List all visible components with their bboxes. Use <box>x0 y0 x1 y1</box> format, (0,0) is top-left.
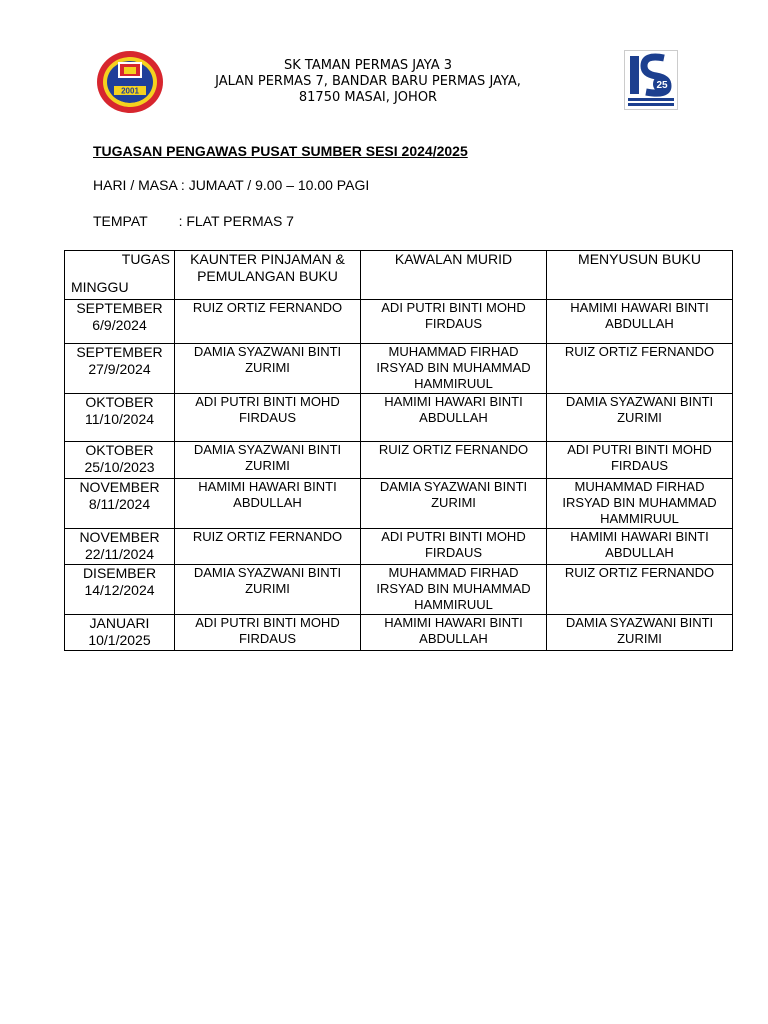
corner-header-cell <box>65 251 175 300</box>
kawalan-cell: MUHAMMAD FIRHAD IRSYAD BIN MUHAMMAD HAMMIRUUL <box>361 344 547 394</box>
table-row <box>65 615 733 651</box>
menyusun-cell: DAMIA SYAZWANI BINTI ZURIMI <box>547 394 733 442</box>
week-date: 22/11/2024 <box>84 546 155 562</box>
kaunter-cell: RUIZ ORTIZ FERNANDO <box>175 529 361 565</box>
kawalan-cell: DAMIA SYAZWANI BINTI ZURIMI <box>361 479 547 529</box>
column-header-kawalan: KAWALAN MURID <box>361 251 547 300</box>
document-header <box>0 50 768 120</box>
kawalan-cell: HAMIMI HAWARI BINTI ABDULLAH <box>361 394 547 442</box>
column-header-kaunter: KAUNTER PINJAMAN & PEMULANGAN BUKU <box>175 251 361 300</box>
menyusun-cell: HAMIMI HAWARI BINTI ABDULLAH <box>547 529 733 565</box>
table-row <box>65 394 733 442</box>
table-row <box>65 565 733 615</box>
school-crest-logo <box>96 50 164 114</box>
school-postcode-line: 81750 MASAI, JOHOR <box>298 90 438 105</box>
menyusun-cell: ADI PUTRI BINTI MOHD FIRDAUS <box>547 442 733 479</box>
kawalan-cell: ADI PUTRI BINTI MOHD FIRDAUS <box>361 300 547 344</box>
week-month: NOVEMBER <box>79 529 160 545</box>
week-date: 10/1/2025 <box>88 632 151 648</box>
week-cell <box>65 529 175 565</box>
corner-label-minggu: MINGGU <box>71 279 129 295</box>
week-date: 8/11/2024 <box>88 496 151 512</box>
table-row <box>65 442 733 479</box>
week-cell <box>65 615 175 651</box>
place-line: TEMPAT : FLAT PERMAS 7 <box>93 213 294 229</box>
week-month: JANUARI <box>89 615 150 631</box>
kawalan-cell: ADI PUTRI BINTI MOHD FIRDAUS <box>361 529 547 565</box>
week-cell <box>65 300 175 344</box>
kawalan-cell: RUIZ ORTIZ FERNANDO <box>361 442 547 479</box>
menyusun-cell: HAMIMI HAWARI BINTI ABDULLAH <box>547 300 733 344</box>
table-row <box>65 479 733 529</box>
menyusun-cell: RUIZ ORTIZ FERNANDO <box>547 565 733 615</box>
week-cell <box>65 479 175 529</box>
week-cell <box>65 565 175 615</box>
kaunter-cell: ADI PUTRI BINTI MOHD FIRDAUS <box>175 615 361 651</box>
kaunter-cell: RUIZ ORTIZ FERNANDO <box>175 300 361 344</box>
week-date: 11/10/2024 <box>84 411 155 427</box>
week-month: SEPTEMBER <box>76 344 163 360</box>
kaunter-cell: ADI PUTRI BINTI MOHD FIRDAUS <box>175 394 361 442</box>
svg-text:25: 25 <box>656 80 668 91</box>
week-date: 6/9/2024 <box>92 317 147 333</box>
week-cell <box>65 394 175 442</box>
kaunter-cell: DAMIA SYAZWANI BINTI ZURIMI <box>175 344 361 394</box>
week-cell <box>65 442 175 479</box>
week-month: NOVEMBER <box>79 479 160 495</box>
school-address-line: JALAN PERMAS 7, BANDAR BARU PERMAS JAYA, <box>215 74 521 89</box>
kaunter-cell: DAMIA SYAZWANI BINTI ZURIMI <box>175 442 361 479</box>
week-month: DISEMBER <box>82 565 157 581</box>
duty-schedule-table <box>64 250 733 651</box>
day-time-line: HARI / MASA : JUMAAT / 9.00 – 10.00 PAGI <box>93 177 370 193</box>
week-month: SEPTEMBER <box>76 300 163 316</box>
week-date: 27/9/2024 <box>88 361 151 377</box>
week-month: OKTOBER <box>85 442 154 458</box>
psm-logo <box>624 50 678 110</box>
kawalan-cell: HAMIMI HAWARI BINTI ABDULLAH <box>361 615 547 651</box>
school-address-block <box>200 58 536 106</box>
kaunter-cell: HAMIMI HAWARI BINTI ABDULLAH <box>175 479 361 529</box>
document-title: TUGASAN PENGAWAS PUSAT SUMBER SESI 2024/2025 <box>93 143 468 159</box>
menyusun-cell: DAMIA SYAZWANI BINTI ZURIMI <box>547 615 733 651</box>
menyusun-cell: RUIZ ORTIZ FERNANDO <box>547 344 733 394</box>
week-date: 25/10/2023 <box>84 459 155 475</box>
menyusun-cell: MUHAMMAD FIRHAD IRSYAD BIN MUHAMMAD HAMMIRUUL <box>547 479 733 529</box>
corner-label-tugas: TUGAS <box>121 251 170 267</box>
svg-text:2001: 2001 <box>121 86 139 96</box>
kaunter-cell: DAMIA SYAZWANI BINTI ZURIMI <box>175 565 361 615</box>
kawalan-cell: MUHAMMAD FIRHAD IRSYAD BIN MUHAMMAD HAMMIRUUL <box>361 565 547 615</box>
table-header-row <box>65 251 733 300</box>
week-date: 14/12/2024 <box>84 582 155 598</box>
table-row <box>65 300 733 344</box>
school-name: SK TAMAN PERMAS JAYA 3 <box>284 58 452 73</box>
table-row <box>65 529 733 565</box>
week-cell <box>65 344 175 394</box>
table-row <box>65 344 733 394</box>
column-header-menyusun: MENYUSUN BUKU <box>547 251 733 300</box>
week-month: OKTOBER <box>85 394 154 410</box>
